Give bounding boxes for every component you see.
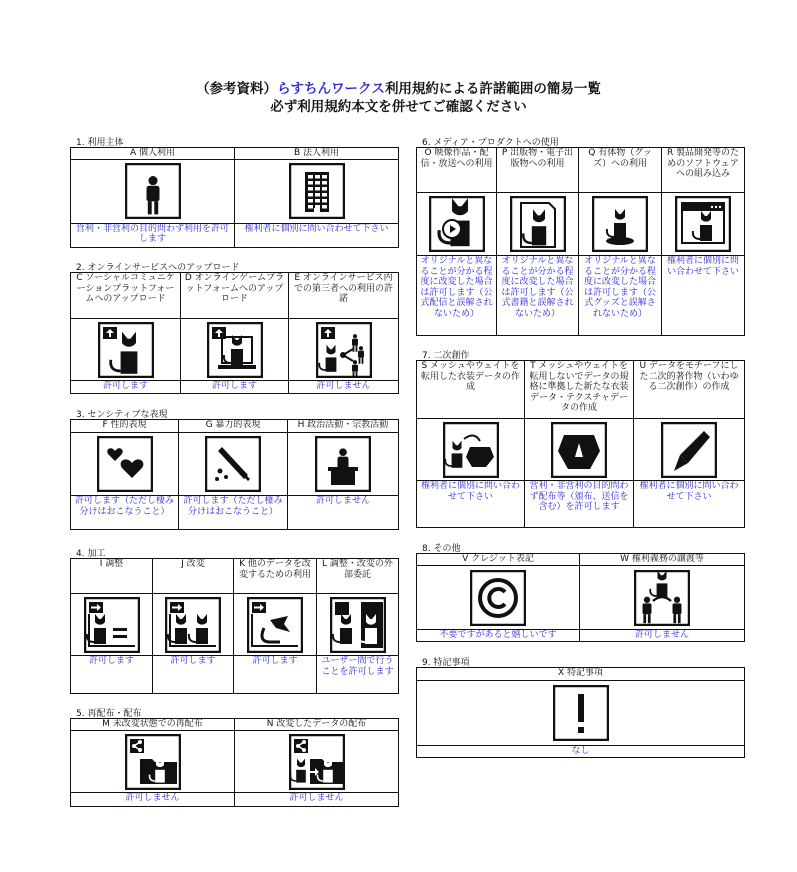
item-header: R 製品開発等のためのソフトウェアへの組み込み (662, 148, 745, 193)
item-permission: 許可します (234, 656, 317, 694)
item-header: W 権利義務の譲渡等 (580, 554, 745, 566)
page-subtitle: 必ず利用規約本文を併せてご確認ください (270, 99, 527, 115)
costume-icon (551, 422, 607, 478)
section-label: 9. 特記事項 (422, 658, 470, 668)
building-icon (289, 163, 345, 219)
copyright-icon (470, 570, 526, 626)
pen-nib-icon (661, 422, 717, 478)
item-permission: 許可しません (71, 793, 235, 807)
item-permission: ユーザー間で行うことを許可します (317, 656, 399, 694)
item-permission: 許可します (71, 656, 153, 694)
item-icon-cell (417, 566, 580, 630)
item-header: J 改変 (153, 559, 234, 594)
item-header: F 性的表現 (71, 420, 179, 433)
page-title (0, 77, 797, 97)
item-icon-cell (417, 419, 525, 481)
item-icon-cell (71, 433, 179, 496)
item-header: O 映像作品・配信・放送への利用 (417, 148, 497, 193)
knife-icon (205, 436, 261, 492)
item-permission: 許可します (153, 656, 234, 694)
outsource-icon (330, 597, 386, 653)
item-header: Q 有体物（グッズ）への利用 (579, 148, 662, 193)
item-header: V クレジット表記 (417, 554, 580, 566)
transfer-rights-icon (634, 570, 690, 626)
section-label: 8. その他 (422, 544, 461, 554)
item-permission: 許可しません (289, 381, 399, 394)
permission-table (416, 147, 745, 336)
permission-table (70, 718, 399, 807)
item-header: E オンラインサービス内での第三者への利用の許諾 (289, 273, 399, 319)
section-label: 6. メディア・プロダクトへの使用 (422, 138, 559, 148)
item-icon-cell (235, 731, 399, 793)
item-icon-cell (580, 566, 745, 630)
item-permission: 許可しません (288, 496, 399, 530)
section-label: 4. 加工 (76, 549, 106, 559)
adjust-icon (84, 597, 140, 653)
item-icon-cell (234, 594, 317, 656)
item-icon-cell (417, 193, 497, 256)
permission-table (70, 272, 399, 394)
podium-icon (315, 436, 371, 492)
item-permission: 許可します（ただし棲み分けはおこなうこと） (179, 496, 288, 530)
item-permission: 許可します (71, 381, 181, 394)
item-icon-cell (634, 419, 745, 481)
brand-name: らすちんワークス (277, 81, 385, 97)
item-permission: 許可しません (580, 630, 745, 642)
item-header: N 改変したデータの配布 (235, 719, 399, 731)
item-permission: オリジナルと異なることが分かる程度に改変した場合は許可します（公式配信と誤解されないため） (417, 256, 497, 336)
upload-share-icon (316, 322, 372, 378)
item-permission: オリジナルと異なることが分かる程度に改変した場合は許可します（公式書籍と誤解されないため） (497, 256, 579, 336)
item-header: U データをモチーフにした二次的著作物（いわゆる二次創作）の作成 (634, 361, 745, 419)
item-permission: 許可します（ただし棲み分けはおこなうこと） (71, 496, 179, 530)
item-icon-cell (579, 193, 662, 256)
item-permission: 権利者に個別に問い合わせて下さい (417, 481, 525, 528)
figure-icon (592, 196, 648, 252)
item-header: S メッシュやウェイトを転用した衣装データの作成 (417, 361, 525, 419)
item-icon-cell (235, 159, 399, 223)
item-header: D オンラインゲームプラットフォームへのアップロード (181, 273, 289, 319)
title-suffix: 利用規約による許諾範囲の簡易一覧 (384, 81, 601, 97)
section-label: 7. 二次創作 (422, 351, 470, 361)
item-permission: 許可します (181, 381, 289, 394)
exclamation-icon (553, 685, 609, 741)
permission-table (70, 558, 399, 694)
item-header: C ソーシャルコミュニケーションプラットフォームへのアップロード (71, 273, 181, 319)
item-header: K 他のデータを改変するための利用 (234, 559, 317, 594)
hearts-icon (97, 436, 153, 492)
item-icon-cell (71, 159, 235, 223)
item-icon-cell (71, 594, 153, 656)
item-permission: 権利者に個別に問い合わせて下さい (662, 256, 745, 336)
costume-transfer-icon (443, 422, 499, 478)
item-permission: 営利・非営利の目的問わず配布等（頒布、送信を含む）を許可します (525, 481, 634, 528)
document-icon (510, 196, 566, 252)
person-icon (125, 163, 181, 219)
item-header: P 出版物・電子出版物への利用 (497, 148, 579, 193)
upload-avatar-icon (98, 322, 154, 378)
item-permission: 権利者に個別に問い合わせて下さい (634, 481, 745, 528)
item-header: A 個人利用 (71, 148, 235, 160)
permission-table (416, 360, 745, 528)
permission-table (416, 667, 745, 758)
upload-monitor-icon (207, 322, 263, 378)
parts-icon (247, 597, 303, 653)
item-icon-cell (497, 193, 579, 256)
section-label: 5. 再配布・配布 (76, 709, 142, 719)
section-label: 3. センシティブな表現 (76, 410, 168, 420)
item-header: X 特記事項 (417, 668, 745, 681)
item-header: M 未改変状態での再配布 (71, 719, 235, 731)
item-icon-cell (525, 419, 634, 481)
item-header: T メッシュやウェイトを転用しないでデータの規格に準拠した新たな衣装データ・テクスチャデータの作成 (525, 361, 634, 419)
permission-table (416, 553, 745, 642)
item-icon-cell (288, 433, 399, 496)
item-icon-cell (71, 319, 181, 381)
item-header: I 調整 (71, 559, 153, 594)
section-label: 1. 利用主体 (76, 138, 124, 148)
item-header: G 暴力的表現 (179, 420, 288, 433)
item-icon-cell (317, 594, 399, 656)
share-modified-icon (289, 734, 345, 790)
item-icon-cell (71, 731, 235, 793)
item-permission: 営利・非営利の目的問わず利用を許可します (71, 223, 235, 247)
item-icon-cell (417, 681, 745, 746)
item-permission: なし (417, 746, 745, 758)
item-icon-cell (179, 433, 288, 496)
item-icon-cell (181, 319, 289, 381)
video-icon (429, 196, 485, 252)
item-icon-cell (289, 319, 399, 381)
item-header: B 法人利用 (235, 148, 399, 160)
item-permission: オリジナルと異なることが分かる程度に改変した場合は許可します（公式グッズと誤解されないため） (579, 256, 662, 336)
title-prefix: （参考資料） (196, 81, 278, 97)
item-permission: 権利者に個別に問い合わせて下さい (235, 223, 399, 247)
share-folder-icon (125, 734, 181, 790)
modify-icon (165, 597, 221, 653)
permission-table (70, 419, 399, 530)
item-permission: 許可しません (235, 793, 399, 807)
item-header: L 調整・改変の外部委託 (317, 559, 399, 594)
item-icon-cell (662, 193, 745, 256)
item-icon-cell (153, 594, 234, 656)
permission-table (70, 147, 399, 248)
software-window-icon (675, 196, 731, 252)
section-label: 2. オンラインサービスへのアップロード (76, 263, 240, 273)
item-header: H 政治活動・宗教活動 (288, 420, 399, 433)
item-permission: 不要ですがあると嬉しいです (417, 630, 580, 642)
